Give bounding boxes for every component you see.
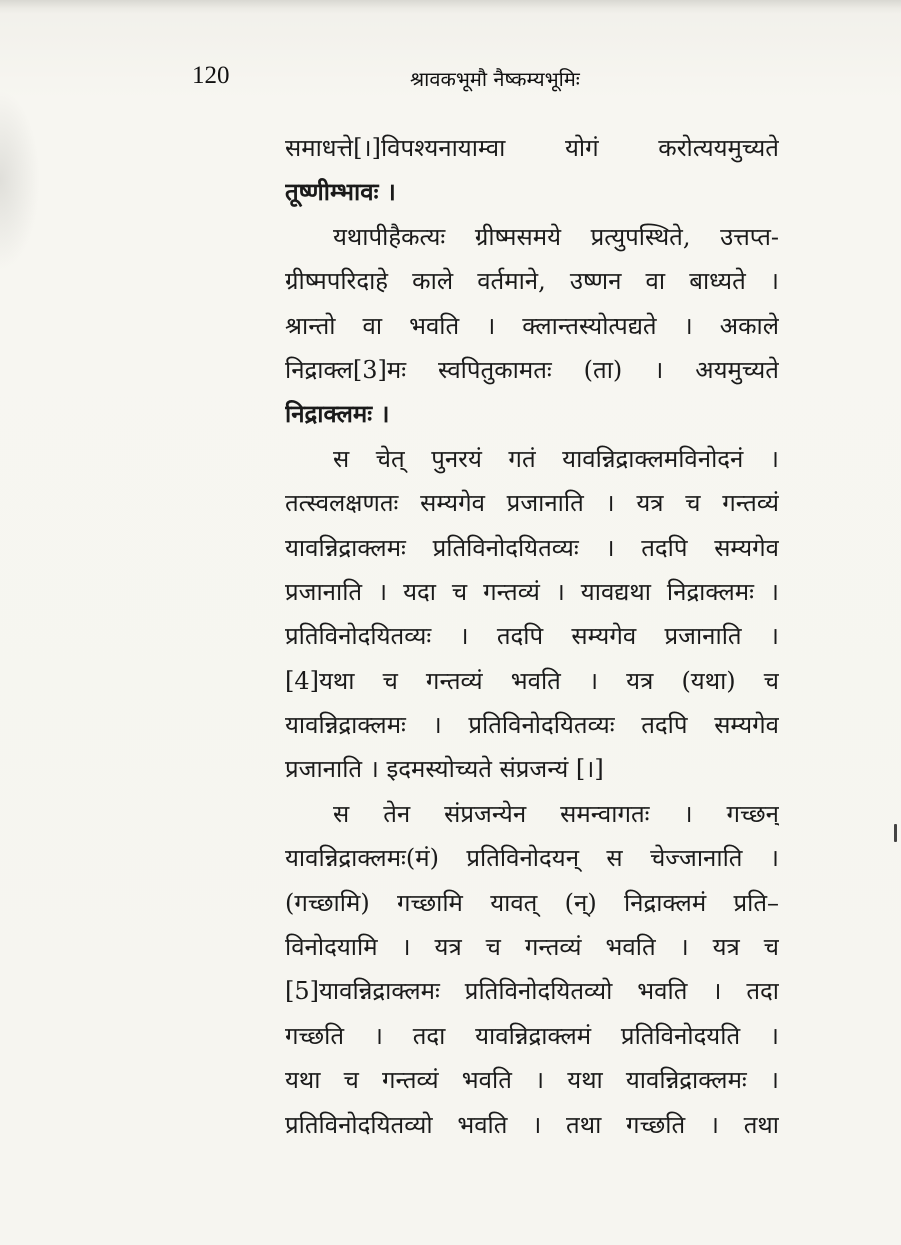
text-line: समाधत्ते[।]विपश्यनायाम्वा योगं करोत्ययमुच्यते (285, 134, 779, 162)
text-line: प्रजानाति । यदा च गन्तव्यं । यावद्यथा निद्राक्लमः । (285, 577, 779, 606)
running-title: श्रावकभूमौ नैष्कम्यभूमिः (410, 67, 580, 91)
text-line: ग्रीष्मपरिदाहे काले वर्तमाने, उष्णन वा बाध्यते । (285, 267, 779, 296)
text-line: गच्छति । तदा यावन्निद्राक्लमं प्रतिविनोदयति । (285, 1021, 779, 1050)
text-line: यावन्निद्राक्लमः । प्रतिविनोदयितव्यः तदपि सम्यगेव (285, 711, 779, 740)
text-line: स चेत् पुनरयं गतं यावन्निद्राक्लमविनोदनं । (333, 444, 779, 473)
text-line-heading: निद्राक्लमः । (285, 399, 390, 429)
page-scan-shadow (0, 90, 40, 270)
text-line: प्रतिविनोदयितव्यो भवति । तथा गच्छति । तथा (285, 1110, 779, 1139)
text-line: यथापीहैकत्यः ग्रीष्मसमये प्रत्युपस्थिते, उत्तप्त- (333, 222, 779, 251)
text-line: प्रतिविनोदयितव्यः । तदपि सम्यगेव प्रजानाति । (285, 622, 779, 651)
text-line: (गच्छामि) गच्छामि यावत् (न्) निद्राक्लमं प्रति– (285, 888, 779, 917)
page-top-edge (0, 0, 901, 14)
margin-mark (894, 824, 897, 842)
text-line: यावन्निद्राक्लमः(मं) प्रतिविनोदयन् स चेज्जानाति । (285, 844, 779, 873)
page-number: 120 (192, 62, 230, 89)
text-line: विनोदयामि । यत्र च गन्तव्यं भवति । यत्र च (285, 933, 779, 962)
text-line: यावन्निद्राक्लमः प्रतिविनोदयितव्यः । तदपि सम्यगेव (285, 533, 779, 562)
text-line: [4]यथा च गन्तव्यं भवति । यत्र (यथा) च (285, 666, 779, 695)
text-line: निद्राक्ल[3]मः स्वपितुकामतः (ता) । अयमुच्यते (285, 355, 779, 384)
text-line: [5]यावन्निद्राक्लमः प्रतिविनोदयितव्यो भवति । तदा (285, 977, 779, 1006)
text-line: स तेन संप्रजन्येन समन्वागतः । गच्छन् (333, 799, 779, 828)
text-line: प्रजानाति । इदमस्योच्यते संप्रजन्यं [।] (285, 755, 604, 784)
text-line-heading: तूष्णीम्भावः । (285, 177, 396, 207)
text-line: तत्स्वलक्षणतः सम्यगेव प्रजानाति । यत्र च गन्तव्यं (285, 489, 779, 518)
body-text (285, 126, 779, 1147)
text-line: श्रान्तो वा भवति । क्लान्तस्योत्पद्यते । अकाले (285, 311, 779, 340)
text-line: यथा च गन्तव्यं भवति । यथा यावन्निद्राक्लमः । (285, 1066, 779, 1095)
